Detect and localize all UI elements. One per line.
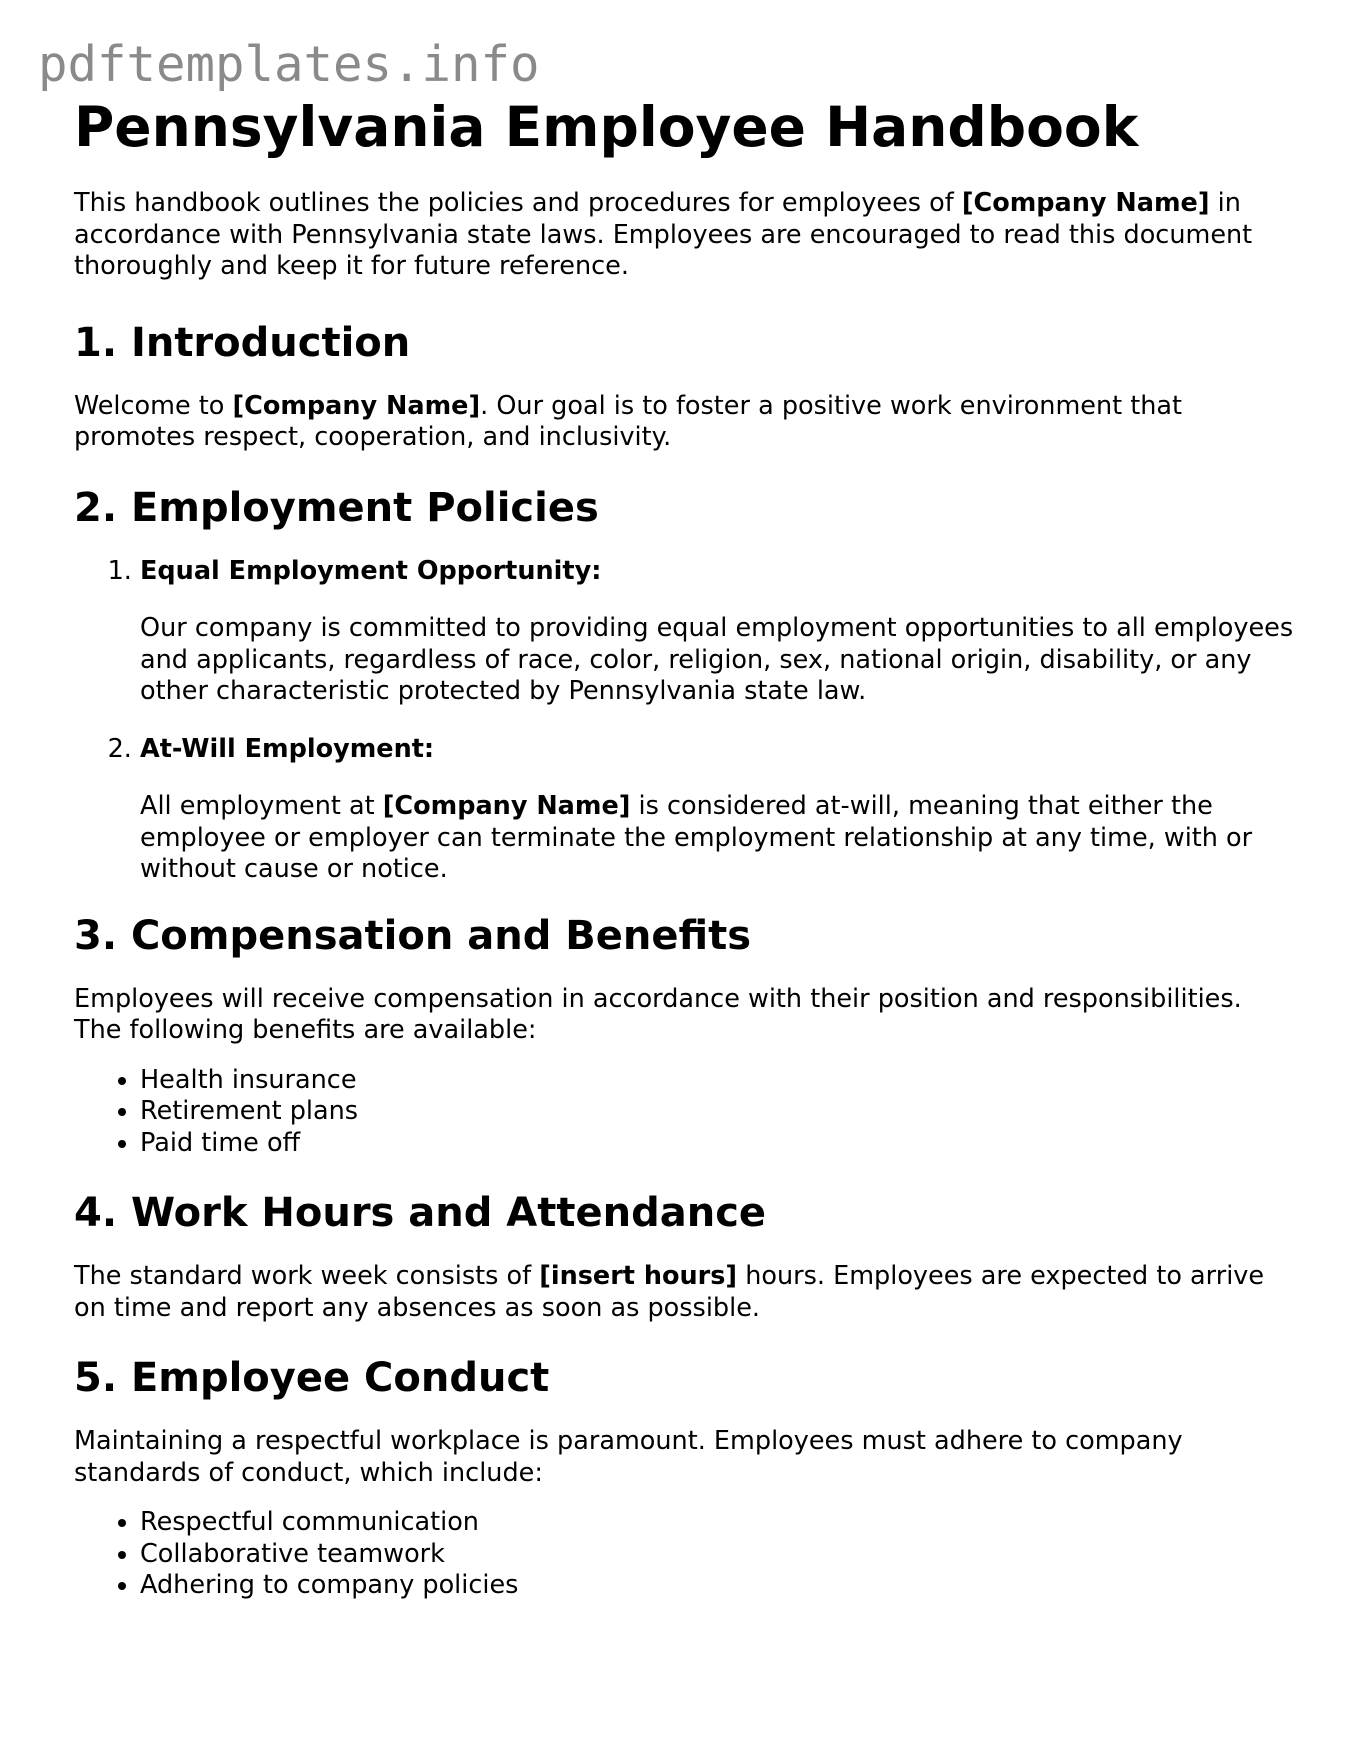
company-name-placeholder: [Company Name] <box>961 188 1210 218</box>
document-page <box>74 96 1294 1632</box>
section-heading-compensation: 3. Compensation and Benefits <box>74 912 752 959</box>
conduct-paragraph: Maintaining a respectful workplace is paramount. Employees must adhere to company standards of conduct, which include: <box>74 1426 1183 1488</box>
company-name-placeholder: [Company Name] <box>232 390 481 421</box>
watermark: pdftemplates.info <box>38 36 540 93</box>
company-name-placeholder: [Company Name] <box>382 791 631 821</box>
list-item: • Health insurance <box>140 1065 1294 1097</box>
section-heading-introduction: 1. Introduction <box>74 319 411 366</box>
compensation-paragraph: Employees will receive compensation in accordance with their position and responsibilities. The following benefits are available: <box>74 983 1242 1045</box>
policy-title: 1. Equal Employment Opportunity: <box>140 555 602 586</box>
list-item <box>140 556 1294 708</box>
section-heading-employment-policies: 2. Employment Policies <box>74 484 599 531</box>
policy-text-before: All employment at <box>140 791 383 821</box>
intro-text-after: in accordance with Pennsylvania state laws. Employees are encouraged to read this document thoroughly and keep it for future reference. <box>74 188 1253 281</box>
introduction-text-before: Welcome to <box>74 390 233 421</box>
list-item: • Retirement plans <box>140 1096 1294 1128</box>
policy-text: Our company is committed to providing equal employment opportunities to all employees and applicants, regardless of race, color, religion, sex, national origin, disability, or any other characteristic protected by Pennsylvania state law. <box>140 613 1294 706</box>
section-heading-work-hours: 4. Work Hours and Attendance <box>74 1190 767 1236</box>
introduction-text-after: . Our goal is to foster a positive work environment that promotes respect, cooperation, and inclusivity. <box>74 390 1183 452</box>
hours-placeholder: [insert hours] <box>539 1261 738 1291</box>
conduct-standards-list <box>74 1507 1294 1602</box>
intro-text-before: This handbook outlines the policies and procedures for employees of <box>74 188 962 218</box>
policy-text <box>140 791 1294 886</box>
employment-policies-list <box>74 556 1294 886</box>
work-hours-text-before: The standard work week consists of <box>74 1261 540 1291</box>
list-item: • Respectful communication <box>140 1507 1294 1539</box>
list-item <box>140 734 1294 886</box>
page-title: Pennsylvania Employee Handbook <box>74 95 1139 159</box>
work-hours-paragraph <box>74 1261 1294 1324</box>
benefits-list <box>74 1065 1294 1160</box>
list-item: • Paid time off <box>140 1128 1294 1160</box>
policy-title: 2. At-Will Employment: <box>140 733 435 764</box>
policy-text-after: is considered at-will, meaning that either the employee or employer can terminate the employment relationship at any time, with or without cause or notice. <box>140 791 1253 884</box>
list-item: • Adhering to company policies <box>140 1570 1294 1602</box>
section-heading-conduct: 5. Employee Conduct <box>74 1355 550 1401</box>
introduction-paragraph <box>74 391 1294 454</box>
list-item: • Collaborative teamwork <box>140 1539 1294 1571</box>
work-hours-text-after: hours. Employees are expected to arrive on time and report any absences as soon as possible. <box>74 1261 1265 1323</box>
intro-paragraph <box>74 188 1294 283</box>
